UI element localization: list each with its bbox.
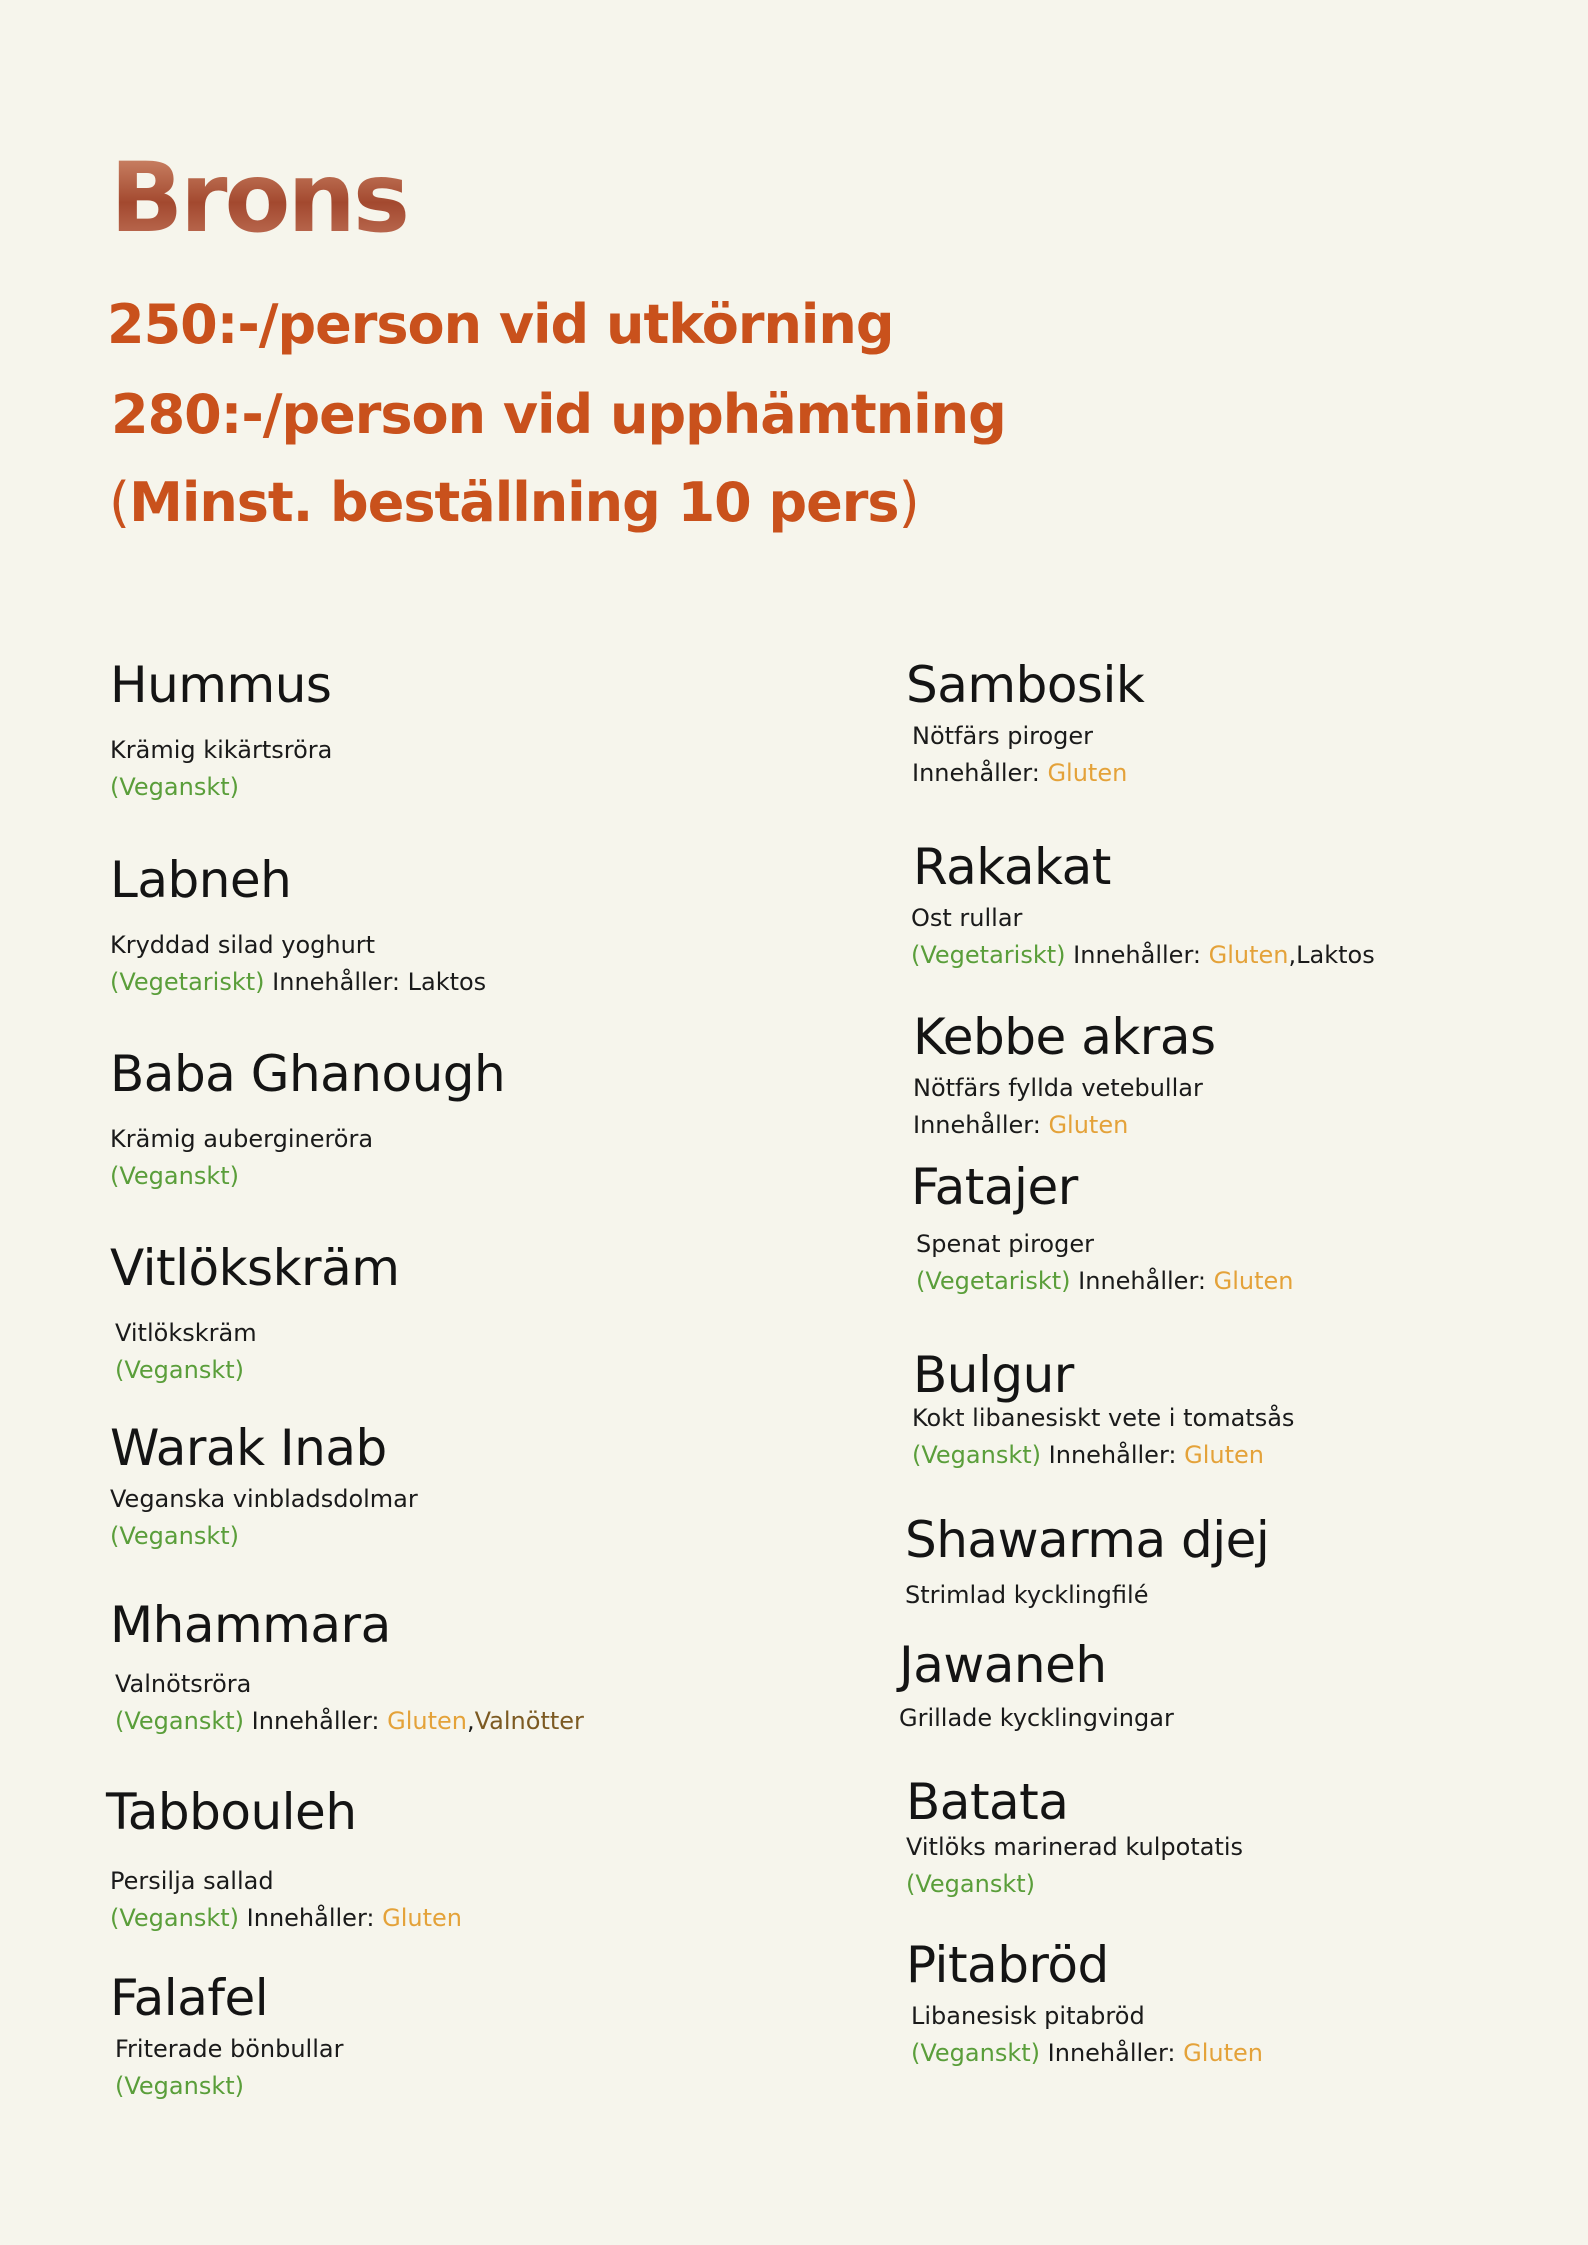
minimum-order-open-paren: (: [109, 471, 130, 534]
item-tags: [912, 755, 1144, 792]
contains-label: Innehåller:: [913, 1111, 1049, 1139]
item-name: Batata: [906, 1773, 1069, 1831]
item-tags: [916, 1263, 1293, 1300]
allergen-gluten-label: Gluten: [1208, 941, 1289, 969]
item-name: Shawarma djej: [905, 1511, 1270, 1569]
item-description: Nötfärs fyllda vetebullar: [913, 1074, 1203, 1102]
minimum-order-close-paren: ): [898, 471, 919, 534]
item-description: Strimlad kycklingfilé: [905, 1581, 1149, 1609]
allergen-label: Laktos: [1296, 941, 1375, 969]
menu-item-batata: [906, 1773, 1244, 1903]
minimum-order: [109, 471, 919, 534]
item-name: Labneh: [110, 851, 292, 909]
diet-label: (Veganskt): [912, 1441, 1042, 1469]
menu-item-mhammara: [110, 1596, 584, 1740]
menu-item-falafel: [110, 1969, 344, 2105]
diet-label: (Veganskt): [110, 1522, 240, 1550]
item-tags: [115, 2068, 343, 2105]
diet-label: (Veganskt): [115, 1356, 245, 1384]
menu-item-warak-inab: [110, 1419, 418, 1555]
menu-item-fatajer: [911, 1158, 1294, 1300]
contains-label: Innehåller:: [251, 1707, 388, 1735]
item-name: Fatajer: [911, 1158, 1078, 1216]
diet-label: (Vegetariskt): [911, 941, 1066, 969]
item-tags: [110, 1900, 462, 1937]
price-delivery: 250:-/person vid utkörning: [107, 293, 894, 356]
item-tags: [911, 937, 1375, 974]
diet-label: (Veganskt): [110, 1904, 240, 1932]
allergen-nut-label: Valnötter: [474, 1707, 584, 1735]
item-name: Bulgur: [913, 1346, 1074, 1404]
allergen-gluten-label: Gluten: [382, 1904, 462, 1932]
item-name: Baba Ghanough: [110, 1045, 506, 1103]
item-description: Kokt libanesiskt vete i tomatsås: [912, 1404, 1295, 1432]
contains-label: Innehåller:: [1073, 941, 1209, 969]
menu-item-jawaneh: [899, 1636, 1174, 1737]
contains-label: Innehåller:: [912, 759, 1048, 787]
item-description: Ost rullar: [911, 904, 1023, 932]
contains-label: Innehåller:: [246, 1904, 383, 1932]
item-tags: [115, 1352, 399, 1389]
item-name: Pitabröd: [906, 1936, 1109, 1994]
item-description: Persilja sallad: [110, 1867, 274, 1895]
menu-item-baba-ghanough: [110, 1045, 506, 1195]
minimum-order-text: Minst. beställning 10 pers: [129, 471, 899, 534]
item-description: Vitlökskräm: [115, 1319, 257, 1347]
item-name: Warak Inab: [110, 1419, 387, 1477]
menu-item-kebbe-akras: [913, 1008, 1216, 1144]
menu-item-bulgur: [912, 1346, 1295, 1474]
item-tags: [110, 1518, 418, 1555]
menu-item-shawarma-djej: [905, 1511, 1270, 1614]
item-name: Vitlökskräm: [110, 1239, 400, 1297]
item-name: Rakakat: [913, 838, 1111, 896]
item-description: Friterade bönbullar: [115, 2035, 344, 2063]
diet-label: (Veganskt): [911, 2039, 1041, 2067]
item-description: Grillade kycklingvingar: [899, 1704, 1174, 1732]
diet-label: (Veganskt): [110, 773, 240, 801]
item-tags: [110, 1158, 505, 1195]
item-description: Kryddad silad yoghurt: [110, 931, 376, 959]
contains-label: Innehåller:: [272, 968, 408, 996]
allergen-gluten-label: Gluten: [387, 1707, 467, 1735]
item-tags: [912, 1437, 1294, 1474]
allergen-gluten-label: Gluten: [1047, 759, 1128, 787]
allergen-gluten-label: Gluten: [1184, 1441, 1264, 1469]
item-name: Sambosik: [906, 656, 1145, 714]
item-name: Kebbe akras: [913, 1008, 1216, 1066]
item-tags: [115, 1703, 584, 1740]
item-description: Krämig kikärtsröra: [110, 736, 333, 764]
item-description: Valnötsröra: [115, 1670, 252, 1698]
menu-item-vitlokskram: [110, 1239, 400, 1389]
item-description: Nötfärs piroger: [912, 722, 1093, 750]
menu-item-hummus: [110, 656, 333, 806]
menu-item-rakakat: [911, 838, 1375, 974]
comma-separator: ,: [466, 1707, 475, 1735]
menu-item-sambosik: [906, 656, 1145, 792]
contains-label: Innehåller:: [1078, 1267, 1214, 1295]
diet-label: (Veganskt): [906, 1870, 1036, 1898]
allergen-gluten-label: Gluten: [1048, 1111, 1129, 1139]
item-name: Falafel: [110, 1969, 269, 2027]
item-name: Hummus: [110, 656, 332, 714]
menu-item-pitabrod: [906, 1936, 1263, 2072]
menu-item-labneh: [110, 851, 487, 1001]
diet-label: (Veganskt): [115, 2072, 245, 2100]
item-name: Mhammara: [110, 1596, 391, 1654]
item-description: Vitlöks marinerad kulpotatis: [906, 1833, 1244, 1861]
menu-item-tabbouleh: [106, 1783, 462, 1937]
item-name: Tabbouleh: [106, 1783, 357, 1841]
item-description: Libanesisk pitabröd: [911, 2002, 1145, 2030]
item-tags: [110, 769, 332, 806]
contains-label: Innehåller:: [1048, 1441, 1185, 1469]
contains-label: Innehåller:: [1047, 2039, 1184, 2067]
item-tags: [913, 1107, 1216, 1144]
menu-title: Brons: [110, 142, 407, 254]
comma-separator: ,: [1288, 941, 1297, 969]
allergen-gluten-label: Gluten: [1213, 1267, 1294, 1295]
item-description: Veganska vinbladsdolmar: [110, 1485, 418, 1513]
price-pickup: 280:-/person vid upphämtning: [111, 383, 1006, 446]
item-description: Krämig auberginеröra: [110, 1125, 374, 1153]
item-tags: [906, 1866, 1243, 1903]
item-description: Spenat piroger: [916, 1230, 1094, 1258]
diet-label: (Vegetariskt): [916, 1267, 1071, 1295]
diet-label: (Veganskt): [110, 1162, 240, 1190]
item-tags: [911, 2035, 1263, 2072]
item-tags: [110, 964, 486, 1001]
diet-label: (Veganskt): [115, 1707, 245, 1735]
allergen-label: Laktos: [407, 968, 487, 996]
diet-label: (Vegetariskt): [110, 968, 265, 996]
item-name: Jawaneh: [899, 1636, 1107, 1694]
allergen-gluten-label: Gluten: [1183, 2039, 1263, 2067]
